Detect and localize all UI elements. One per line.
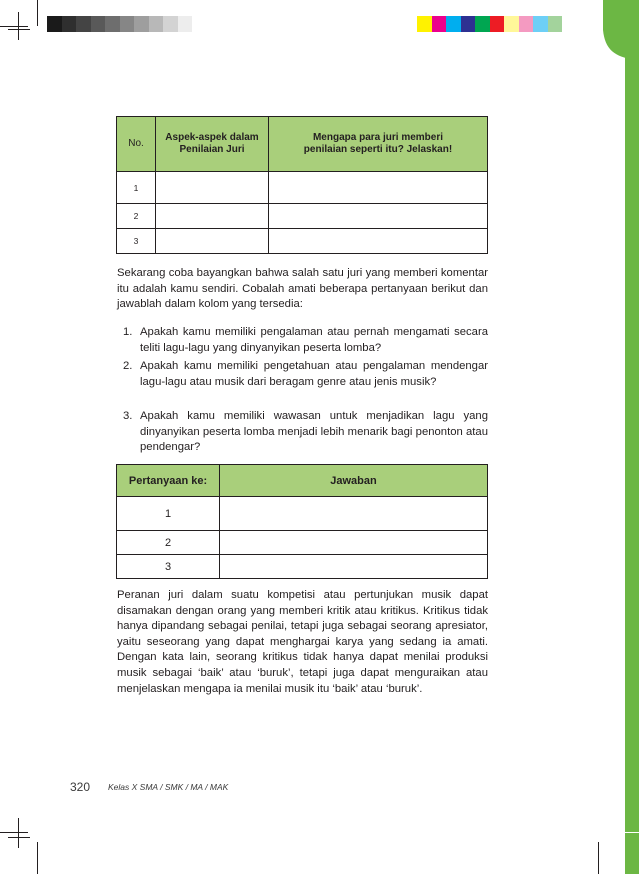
crop-mark — [598, 842, 599, 874]
row-number: 2 — [117, 204, 156, 229]
gray-swatch — [149, 16, 164, 32]
gray-swatch — [163, 16, 178, 32]
color-swatch — [446, 16, 461, 32]
color-swatch — [533, 16, 548, 32]
header-no: No. — [117, 117, 156, 172]
answer-cell[interactable] — [156, 204, 269, 229]
answers-table — [116, 464, 488, 579]
answer-cell[interactable] — [269, 172, 488, 204]
color-swatch — [548, 16, 563, 32]
color-swatch — [519, 16, 534, 32]
question-text: Apakah kamu memiliki pengalaman atau pernah mengamati secara teliti lagu-lagu yang dinyanyikan peserta lomba? — [140, 326, 488, 354]
crop-mark — [0, 26, 28, 27]
question-number: 2. — [123, 360, 133, 372]
header-mengapa: Mengapa para juri memberi penilaian seperti itu? Jelaskan! — [269, 117, 488, 172]
color-swatch — [475, 16, 490, 32]
header-pertanyaan: Pertanyaan ke: — [117, 465, 220, 497]
crop-mark — [620, 818, 621, 848]
question-ref: 3 — [117, 555, 220, 579]
crop-mark — [18, 12, 19, 40]
color-swatch — [461, 16, 476, 32]
green-corner-decoration — [565, 0, 639, 60]
gray-swatch — [178, 16, 193, 32]
question-text: Apakah kamu memiliki pengetahuan atau pengalaman mendengar lagu-lagu atau musik dari beragam genre atau jenis musik? — [140, 360, 488, 388]
crop-mark — [37, 842, 38, 874]
green-edge-band — [625, 0, 639, 874]
page-number: 320 — [70, 780, 91, 794]
row-number: 1 — [117, 172, 156, 204]
row-number: 3 — [117, 229, 156, 254]
header-jawaban: Jawaban — [220, 465, 488, 497]
answer-cell[interactable] — [220, 497, 488, 531]
gray-swatch — [91, 16, 106, 32]
color-swatch — [490, 16, 505, 32]
color-swatch — [504, 16, 519, 32]
crop-mark — [0, 832, 28, 833]
grayscale-calibration-bar — [47, 16, 192, 32]
closing-paragraph: Peranan juri dalam suatu kompetisi atau pertunjukan musik dapat disamakan dengan orang yang memberi kritik atau kritikus. Kritikus tidak hanya dipandang sebagai penilai, tetapi juga sebagai seorang apresiator, yaitu seseorang yang dapat menghargai karya yang sedang ia amati. Dengan kata lain, seorang kritikus tidak hanya dapat menilai produksi musik sebagai ‘baik’ atau ‘buruk’, tetapi juga dapat menguraikan atau menjelaskan mengapa ia menilai musik itu ‘baik’ atau ‘buruk’. — [117, 589, 488, 695]
crop-mark — [8, 29, 30, 30]
answer-cell[interactable] — [269, 204, 488, 229]
question-ref: 1 — [117, 497, 220, 531]
crop-mark — [603, 832, 639, 833]
gray-swatch — [76, 16, 91, 32]
answer-cell[interactable] — [220, 531, 488, 555]
color-swatch — [417, 16, 432, 32]
answer-cell[interactable] — [269, 229, 488, 254]
gray-swatch — [120, 16, 135, 32]
question-ref: 2 — [117, 531, 220, 555]
color-swatch — [432, 16, 447, 32]
book-title: Kelas X SMA / SMK / MA / MAK — [108, 782, 229, 792]
question-item — [123, 409, 488, 456]
question-number: 3. — [123, 410, 133, 422]
crop-mark — [8, 837, 30, 838]
color-calibration-bar — [417, 16, 562, 32]
question-item — [123, 325, 488, 356]
gray-swatch — [62, 16, 77, 32]
crop-mark — [18, 818, 19, 848]
answer-cell[interactable] — [156, 172, 269, 204]
gray-swatch — [134, 16, 149, 32]
answer-cell[interactable] — [156, 229, 269, 254]
question-number: 1. — [123, 326, 133, 338]
crop-mark — [37, 0, 38, 26]
header-aspek: Aspek-aspek dalam Penilaian Juri — [156, 117, 269, 172]
question-item — [123, 359, 488, 390]
judging-aspects-table — [116, 116, 488, 254]
question-text: Apakah kamu memiliki wawasan untuk menjadikan lagu yang dinyanyikan peserta lomba menjadi lebih menarik bagi penonton atau pendengar? — [140, 410, 488, 454]
gray-swatch — [47, 16, 62, 32]
gray-swatch — [105, 16, 120, 32]
intro-paragraph: Sekarang coba bayangkan bahwa salah satu juri yang memberi komentar itu adalah kamu sendiri. Cobalah amati beberapa pertanyaan berikut dan jawablah dalam kolom yang tersedia: — [117, 267, 488, 311]
answer-cell[interactable] — [220, 555, 488, 579]
